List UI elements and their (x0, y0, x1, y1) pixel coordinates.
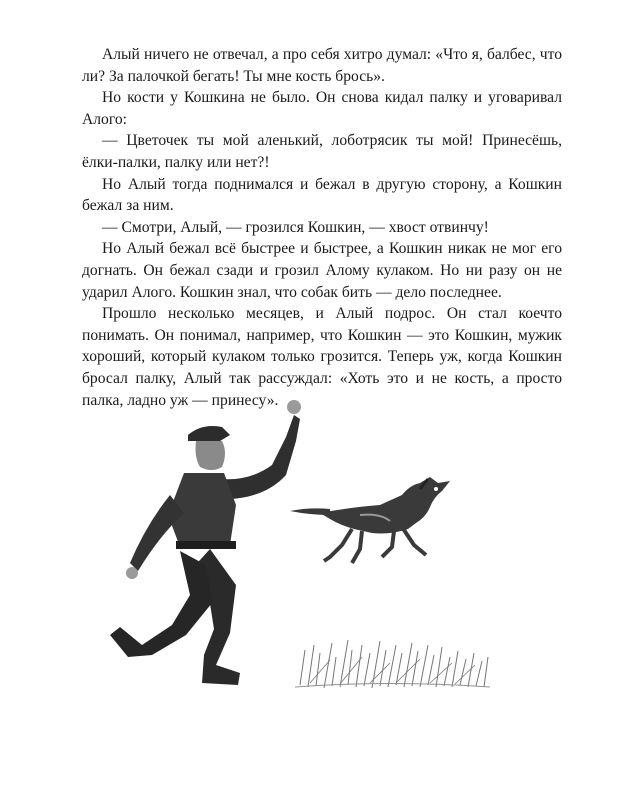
soldier-figure (110, 400, 301, 685)
paragraph-3: — Цветочек ты мой аленький, лоботрясик ты мой! Принесёшь, ёлки-палки, палку или нет?! (82, 132, 562, 171)
illustration-soldier-chasing-dog (90, 395, 560, 715)
paragraph-1: Алый ничего не отвечал, а про себя хитро думал: «Что я, балбес, что ли? За палочкой бегать! Ты мне кость брось». (82, 46, 562, 85)
paragraph-2: Но кости у Кошкина не было. Он снова кидал палку и уговаривал Алого: (82, 89, 562, 128)
paragraph-7: Прошло несколько месяцев, и Алый подрос. Он стал коечто понимать. Он понимал, например, что Кошкин — это Кошкин, мужик хороший, который кулаком только грозится. Теперь уж, когда Кошкин бросал палку, Алый так рассуждал: «Хоть это и не кость, а просто палка, ладно уж — принесу». (82, 305, 562, 409)
paragraph-5: — Смотри, Алый, — грозился Кошкин, — хвост отвинчу! (102, 218, 489, 236)
paragraph-6: Но Алый бежал всё быстрее и быстрее, а Кошкин никак не мог его догнать. Он бежал сзади и грозил Алому кулаком. Но ни разу он не ударил Алого. Кошкин знал, что собак бить — дело последнее. (82, 240, 562, 301)
story-text (82, 44, 562, 411)
dog-figure (290, 477, 450, 563)
grass-tuft (295, 640, 490, 688)
paragraph-4: Но Алый тогда поднимался и бежал в другую сторону, а Кошкин бежал за ним. (82, 175, 562, 215)
